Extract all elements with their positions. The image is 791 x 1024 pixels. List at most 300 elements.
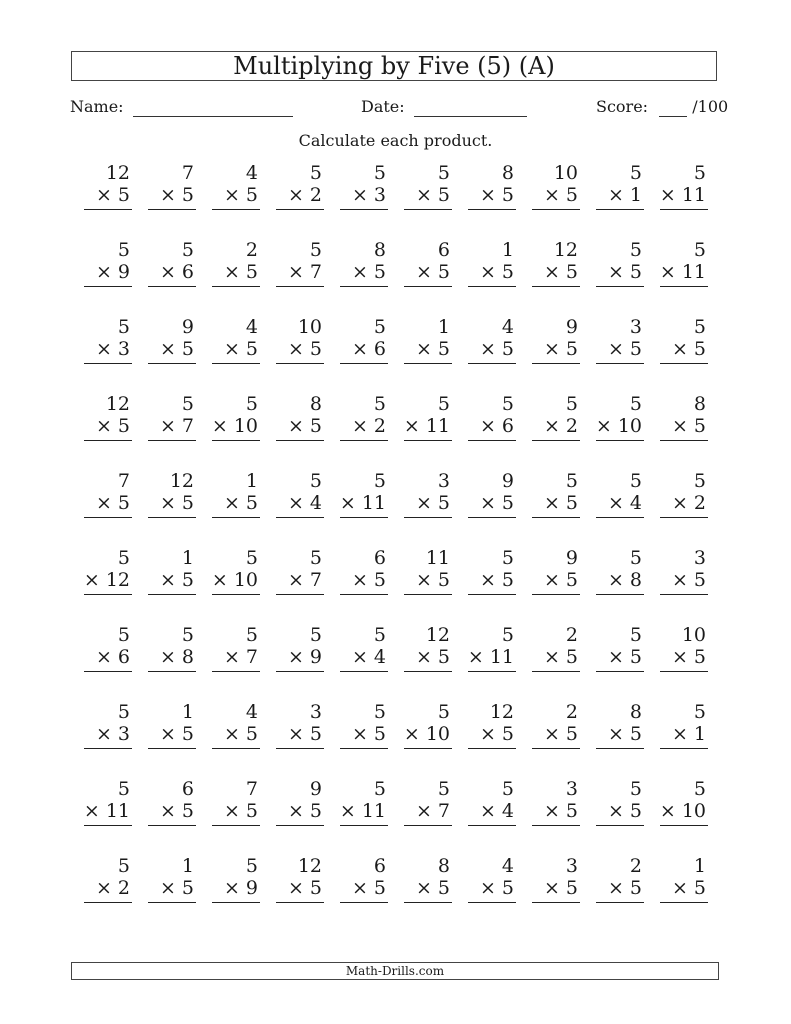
multiplication-problem [464, 701, 528, 778]
multiplication-problem [80, 470, 144, 547]
times-sign: × [415, 338, 432, 360]
multiplier-line [544, 261, 578, 283]
multiplier-line [288, 184, 322, 206]
times-sign: × [607, 338, 624, 360]
answer-rule [84, 671, 132, 672]
multiplication-problem [336, 162, 400, 239]
multiplication-problem [336, 855, 400, 932]
answer-rule [212, 671, 260, 672]
multiplicand: 5 [629, 239, 642, 261]
multiplication-problem [592, 393, 656, 470]
problem-row [80, 855, 720, 932]
times-sign: × [211, 569, 228, 591]
multiplier-line [340, 492, 386, 514]
multiplier-line [672, 415, 706, 437]
multiplier-line [672, 723, 706, 745]
multiplier: 5 [117, 492, 130, 514]
multiplicand: 2 [245, 239, 258, 261]
multiplier-line [288, 800, 322, 822]
times-sign: × [479, 261, 496, 283]
times-sign: × [543, 261, 560, 283]
answer-rule [660, 594, 708, 595]
multiplier-line [224, 261, 258, 283]
multiplicand: 3 [437, 470, 450, 492]
answer-rule [148, 594, 196, 595]
times-sign: × [415, 646, 432, 668]
multiplier-line [160, 261, 194, 283]
multiplication-problem [464, 547, 528, 624]
multiplication-problem [528, 162, 592, 239]
multiplier: 6 [181, 261, 194, 283]
multiplier: 5 [565, 569, 578, 591]
multiplier: 5 [181, 723, 194, 745]
answer-rule [596, 594, 644, 595]
problem-row [80, 162, 720, 239]
multiplier: 5 [565, 338, 578, 360]
multiplicand: 5 [117, 239, 130, 261]
multiplicand: 10 [681, 624, 706, 646]
answer-rule [596, 363, 644, 364]
multiplication-problem [656, 701, 720, 778]
answer-rule [84, 517, 132, 518]
multiplicand: 2 [565, 624, 578, 646]
multiplicand: 5 [629, 778, 642, 800]
times-sign: × [223, 800, 240, 822]
multiplier-line [544, 800, 578, 822]
answer-rule [532, 286, 580, 287]
multiplication-problem [144, 393, 208, 470]
answer-rule [468, 363, 516, 364]
score-label: Score: [596, 97, 649, 116]
times-sign: × [95, 877, 112, 899]
multiplier: 6 [373, 338, 386, 360]
multiplicand: 5 [245, 855, 258, 877]
times-sign: × [83, 800, 100, 822]
multiplier: 9 [117, 261, 130, 283]
multiplicand: 8 [373, 239, 386, 261]
multiplier-line [608, 646, 642, 668]
multiplicand: 3 [309, 701, 322, 723]
multiplier-line [480, 338, 514, 360]
multiplication-problem [592, 316, 656, 393]
multiplication-problem [592, 855, 656, 932]
multiplier-line [608, 492, 642, 514]
multiplier: 5 [693, 877, 706, 899]
answer-rule [532, 594, 580, 595]
multiplier-line [672, 877, 706, 899]
answer-rule [276, 209, 324, 210]
times-sign: × [95, 646, 112, 668]
answer-rule [148, 440, 196, 441]
multiplication-problem [144, 855, 208, 932]
answer-rule [212, 902, 260, 903]
times-sign: × [607, 877, 624, 899]
times-sign: × [415, 492, 432, 514]
multiplier-line [480, 877, 514, 899]
times-sign: × [223, 338, 240, 360]
answer-rule [84, 825, 132, 826]
times-sign: × [671, 492, 688, 514]
times-sign: × [467, 646, 484, 668]
score-total: /100 [692, 97, 729, 116]
multiplication-problem [272, 778, 336, 855]
answer-rule [340, 594, 388, 595]
times-sign: × [671, 415, 688, 437]
times-sign: × [415, 877, 432, 899]
multiplier: 2 [117, 877, 130, 899]
times-sign: × [543, 646, 560, 668]
answer-rule [532, 902, 580, 903]
answer-rule [468, 209, 516, 210]
times-sign: × [415, 184, 432, 206]
multiplication-problem [208, 701, 272, 778]
multiplicand: 1 [181, 855, 194, 877]
times-sign: × [211, 415, 228, 437]
multiplicand: 5 [117, 701, 130, 723]
multiplier-line [224, 492, 258, 514]
multiplication-problem [592, 470, 656, 547]
multiplier: 5 [565, 877, 578, 899]
answer-rule [276, 748, 324, 749]
answer-rule [596, 286, 644, 287]
multiplicand: 1 [437, 316, 450, 338]
multiplicand: 12 [489, 701, 514, 723]
multiplication-problem [528, 547, 592, 624]
multiplicand: 6 [373, 855, 386, 877]
answer-rule [404, 517, 452, 518]
multiplication-problem [400, 393, 464, 470]
answer-rule [468, 902, 516, 903]
multiplier: 8 [181, 646, 194, 668]
date-field [361, 97, 527, 117]
multiplier-line [160, 492, 194, 514]
multiplier: 5 [181, 338, 194, 360]
multiplicand: 6 [181, 778, 194, 800]
multiplier-line [96, 184, 130, 206]
multiplier-line [416, 800, 450, 822]
multiplier-line [660, 184, 706, 206]
times-sign: × [287, 877, 304, 899]
answer-rule [84, 209, 132, 210]
multiplication-problem [80, 239, 144, 316]
times-sign: × [339, 800, 356, 822]
multiplication-problem [80, 701, 144, 778]
answer-rule [660, 363, 708, 364]
times-sign: × [223, 184, 240, 206]
multiplication-problem [592, 701, 656, 778]
multiplicand: 5 [693, 470, 706, 492]
answer-rule [660, 517, 708, 518]
name-field [70, 97, 293, 117]
times-sign: × [479, 492, 496, 514]
times-sign: × [287, 723, 304, 745]
multiplier: 4 [309, 492, 322, 514]
answer-rule [276, 363, 324, 364]
times-sign: × [403, 723, 420, 745]
multiplication-problem [272, 624, 336, 701]
multiplicand: 5 [181, 239, 194, 261]
multiplier: 5 [117, 415, 130, 437]
multiplier-line [416, 646, 450, 668]
multiplication-problem [656, 316, 720, 393]
multiplier: 5 [629, 646, 642, 668]
answer-rule [340, 671, 388, 672]
answer-rule [340, 209, 388, 210]
times-sign: × [95, 338, 112, 360]
multiplier: 5 [181, 800, 194, 822]
answer-rule [404, 286, 452, 287]
times-sign: × [351, 569, 368, 591]
multiplication-problem [592, 547, 656, 624]
times-sign: × [415, 261, 432, 283]
date-blank-line [414, 99, 527, 117]
multiplier-line [544, 569, 578, 591]
multiplier-line [224, 184, 258, 206]
multiplicand: 5 [501, 393, 514, 415]
multiplication-problem [144, 624, 208, 701]
multiplicand: 5 [373, 316, 386, 338]
multiplication-problem [80, 162, 144, 239]
multiplicand: 5 [373, 624, 386, 646]
multiplication-problem [208, 393, 272, 470]
multiplier: 5 [501, 877, 514, 899]
times-sign: × [543, 338, 560, 360]
multiplier: 2 [565, 415, 578, 437]
answer-rule [660, 209, 708, 210]
answer-rule [660, 286, 708, 287]
answer-rule [660, 825, 708, 826]
multiplicand: 5 [373, 393, 386, 415]
multiplier: 5 [565, 646, 578, 668]
times-sign: × [223, 877, 240, 899]
times-sign: × [287, 184, 304, 206]
times-sign: × [403, 415, 420, 437]
times-sign: × [159, 646, 176, 668]
multiplier: 12 [105, 569, 130, 591]
multiplier-line [288, 569, 322, 591]
times-sign: × [287, 338, 304, 360]
answer-rule [596, 671, 644, 672]
multiplier: 5 [309, 723, 322, 745]
multiplier-line [544, 723, 578, 745]
multiplication-problem [528, 701, 592, 778]
multiplier: 9 [245, 877, 258, 899]
multiplier: 5 [309, 877, 322, 899]
multiplicand: 5 [565, 470, 578, 492]
answer-rule [468, 440, 516, 441]
times-sign: × [479, 184, 496, 206]
score-field [596, 97, 728, 117]
times-sign: × [351, 338, 368, 360]
times-sign: × [607, 569, 624, 591]
answer-rule [340, 363, 388, 364]
answer-rule [276, 825, 324, 826]
times-sign: × [351, 261, 368, 283]
multiplier-line [480, 569, 514, 591]
multiplier: 1 [693, 723, 706, 745]
multiplicand: 5 [629, 547, 642, 569]
multiplicand: 5 [693, 162, 706, 184]
multiplicand: 9 [501, 470, 514, 492]
times-sign: × [671, 338, 688, 360]
answer-rule [148, 902, 196, 903]
multiplication-problem [336, 316, 400, 393]
answer-rule [660, 902, 708, 903]
multiplicand: 9 [565, 547, 578, 569]
multiplicand: 9 [565, 316, 578, 338]
multiplicand: 8 [693, 393, 706, 415]
answer-rule [84, 440, 132, 441]
multiplicand: 5 [373, 778, 386, 800]
multiplier-line [608, 877, 642, 899]
multiplicand: 5 [117, 778, 130, 800]
multiplier-line [672, 646, 706, 668]
multiplier: 7 [181, 415, 194, 437]
multiplication-problem [464, 316, 528, 393]
multiplication-problem [208, 547, 272, 624]
answer-rule [340, 517, 388, 518]
multiplicand: 9 [181, 316, 194, 338]
multiplier-line [416, 492, 450, 514]
problem-row [80, 701, 720, 778]
multiplicand: 5 [309, 547, 322, 569]
multiplier: 4 [373, 646, 386, 668]
times-sign: × [607, 492, 624, 514]
answer-rule [660, 748, 708, 749]
multiplier-line [468, 646, 514, 668]
multiplier: 5 [501, 338, 514, 360]
multiplier-line [352, 415, 386, 437]
times-sign: × [159, 723, 176, 745]
multiplicand: 5 [629, 624, 642, 646]
multiplicand: 12 [169, 470, 194, 492]
multiplier-line [160, 646, 194, 668]
multiplicand: 12 [105, 393, 130, 415]
multiplicand: 8 [437, 855, 450, 877]
multiplicand: 5 [629, 470, 642, 492]
multiplicand: 5 [693, 316, 706, 338]
answer-rule [404, 440, 452, 441]
multiplier: 5 [373, 877, 386, 899]
multiplier: 6 [117, 646, 130, 668]
multiplier: 5 [437, 261, 450, 283]
times-sign: × [671, 877, 688, 899]
multiplication-problem [656, 624, 720, 701]
multiplicand: 4 [245, 316, 258, 338]
multiplication-problem [80, 624, 144, 701]
multiplier-line [672, 492, 706, 514]
multiplicand: 8 [629, 701, 642, 723]
multiplication-problem [80, 855, 144, 932]
multiplication-problem [208, 855, 272, 932]
multiplier-line [224, 338, 258, 360]
answer-rule [148, 671, 196, 672]
times-sign: × [607, 723, 624, 745]
multiplier: 5 [245, 800, 258, 822]
answer-rule [596, 209, 644, 210]
multiplication-problem [272, 239, 336, 316]
multiplier: 7 [245, 646, 258, 668]
multiplier: 6 [501, 415, 514, 437]
answer-rule [84, 363, 132, 364]
multiplier: 5 [437, 569, 450, 591]
multiplicand: 5 [309, 239, 322, 261]
multiplicand: 5 [117, 624, 130, 646]
multiplicand: 5 [501, 547, 514, 569]
times-sign: × [607, 646, 624, 668]
multiplicand: 4 [245, 701, 258, 723]
multiplicand: 5 [181, 393, 194, 415]
answer-rule [532, 440, 580, 441]
multiplication-problem [592, 239, 656, 316]
multiplier-line [96, 338, 130, 360]
multiplier-line [96, 723, 130, 745]
multiplier-line [352, 184, 386, 206]
problem-row [80, 778, 720, 855]
times-sign: × [479, 723, 496, 745]
multiplier-line [416, 877, 450, 899]
multiplier: 5 [693, 415, 706, 437]
multiplier: 5 [693, 569, 706, 591]
times-sign: × [287, 800, 304, 822]
multiplication-problem [336, 239, 400, 316]
answer-rule [468, 825, 516, 826]
name-blank-line [133, 99, 293, 117]
multiplication-problem [144, 239, 208, 316]
times-sign: × [159, 492, 176, 514]
multiplier-line [480, 184, 514, 206]
answer-rule [212, 748, 260, 749]
answer-rule [468, 517, 516, 518]
multiplier: 5 [629, 723, 642, 745]
multiplication-problem [528, 316, 592, 393]
times-sign: × [351, 723, 368, 745]
problem-row [80, 547, 720, 624]
multiplicand: 3 [565, 778, 578, 800]
multiplier: 5 [309, 338, 322, 360]
times-sign: × [351, 877, 368, 899]
multiplier: 3 [117, 723, 130, 745]
multiplicand: 12 [425, 624, 450, 646]
answer-rule [596, 825, 644, 826]
answer-rule [148, 825, 196, 826]
multiplicand: 1 [501, 239, 514, 261]
times-sign: × [339, 492, 356, 514]
times-sign: × [479, 338, 496, 360]
multiplier-line [160, 569, 194, 591]
times-sign: × [223, 261, 240, 283]
name-label: Name: [70, 97, 124, 116]
multiplier-line [212, 415, 258, 437]
multiplier: 4 [629, 492, 642, 514]
multiplier-line [608, 261, 642, 283]
times-sign: × [595, 415, 612, 437]
multiplier-line [404, 723, 450, 745]
problem-row [80, 393, 720, 470]
multiplier-line [416, 261, 450, 283]
multiplier: 7 [309, 261, 322, 283]
answer-rule [148, 517, 196, 518]
multiplication-problem [656, 393, 720, 470]
times-sign: × [159, 569, 176, 591]
multiplier: 11 [681, 261, 706, 283]
multiplier: 5 [629, 877, 642, 899]
multiplier: 5 [437, 338, 450, 360]
multiplication-problem [80, 316, 144, 393]
multiplicand: 3 [629, 316, 642, 338]
multiplicand: 5 [693, 778, 706, 800]
multiplicand: 12 [105, 162, 130, 184]
